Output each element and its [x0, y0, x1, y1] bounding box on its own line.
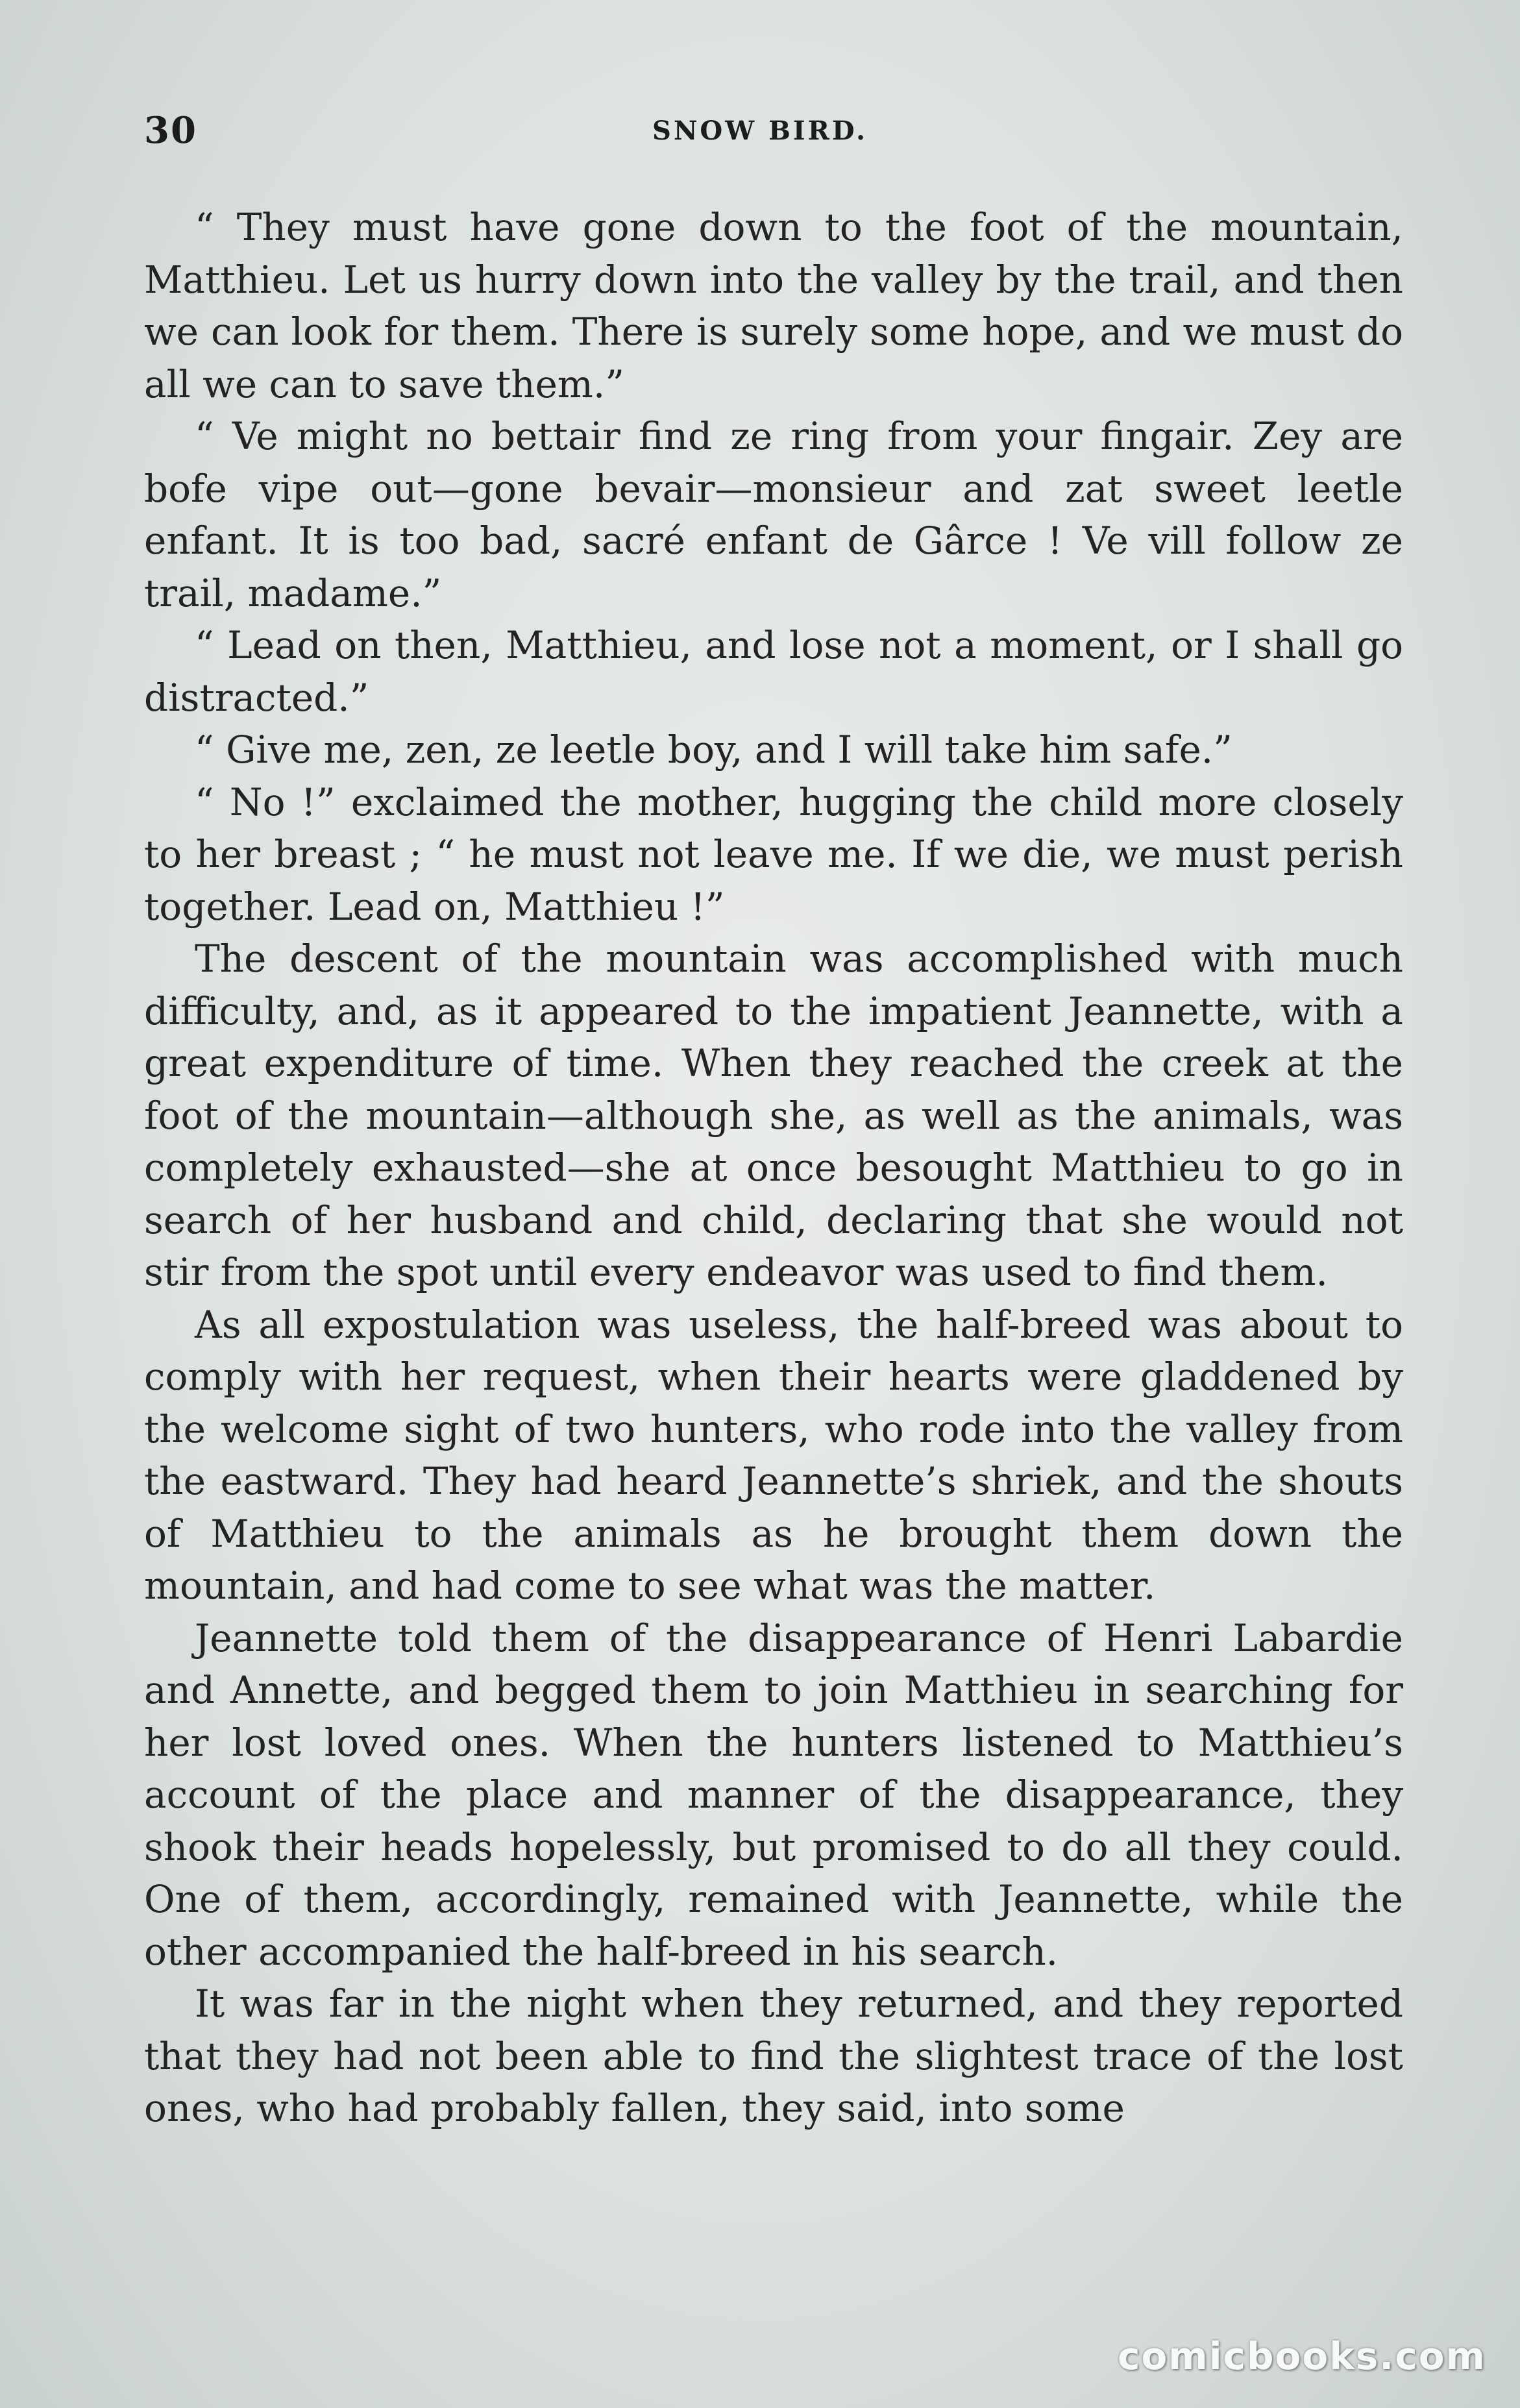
running-head: SNOW BIRD.: [652, 116, 868, 146]
paragraph: “ Ve might no bettair find ze ring from your fingair. Zey are bofe vipe out—gone bevair—monsieur and zat sweet leetle enfant. It is too bad, sacré enfant de Gârce ! Ve vill follow ze trail, madame.”: [144, 414, 1403, 615]
paragraph: Jeannette told them of the disappearance of Henri Labardie and Annette, and begged them to join Matthieu in searching for her lost loved ones. When the hunters listened to Matthieu’s account of the place and manner of the disappearance, they shook their heads hopelessly, but promised to do all they could. One of them, accordingly, remained with Jeannette, while the other accompanied the half-breed in his search.: [144, 1616, 1403, 1974]
paragraph: It was far in the night when they returned, and they reported that they had not been able to find the slightest trace of the lost ones, who had probably fallen, they said, into some: [144, 1982, 1403, 2130]
body-text: [144, 201, 1403, 2135]
watermark: comicbooks.com: [1118, 2334, 1486, 2378]
paragraph: “ Lead on then, Matthieu, and lose not a moment, or I shall go distracted.”: [144, 623, 1403, 720]
paragraph: “ Give me, zen, ze leetle boy, and I will take him safe.”: [195, 728, 1232, 772]
paragraph: The descent of the mountain was accomplished with much difficulty, and, as it appeared to the impatient Jeannette, with a great expenditure of time. When they reached the creek at the foot of the mountain—although she, as well as the animals, was completely exhausted—she at once besought Matthieu to go in search of her husband and child, declaring that she would not stir from the spot until every endeavor was used to find them.: [144, 937, 1403, 1294]
page-number: 30: [144, 109, 197, 152]
paragraph: As all expostulation was useless, the half-breed was about to comply with her request, when their hearts were gladdened by the welcome sight of two hunters, who rode into the valley from the eastward. They had heard Jeannette’s shriek, and the shouts of Matthieu to the animals as he brought them down the mountain, and had come to see what was the matter.: [144, 1302, 1403, 1608]
paragraph: “ No !” exclaimed the mother, hugging the child more closely to her breast ; “ he must not leave me. If we die, we must perish together. Lead on, Matthieu !”: [144, 780, 1403, 929]
paragraph: “ They must have gone down to the foot of the mountain, Matthieu. Let us hurry down into the valley by the trail, and then we can look for them. There is surely some hope, and we must do all we can to save them.”: [144, 205, 1403, 406]
